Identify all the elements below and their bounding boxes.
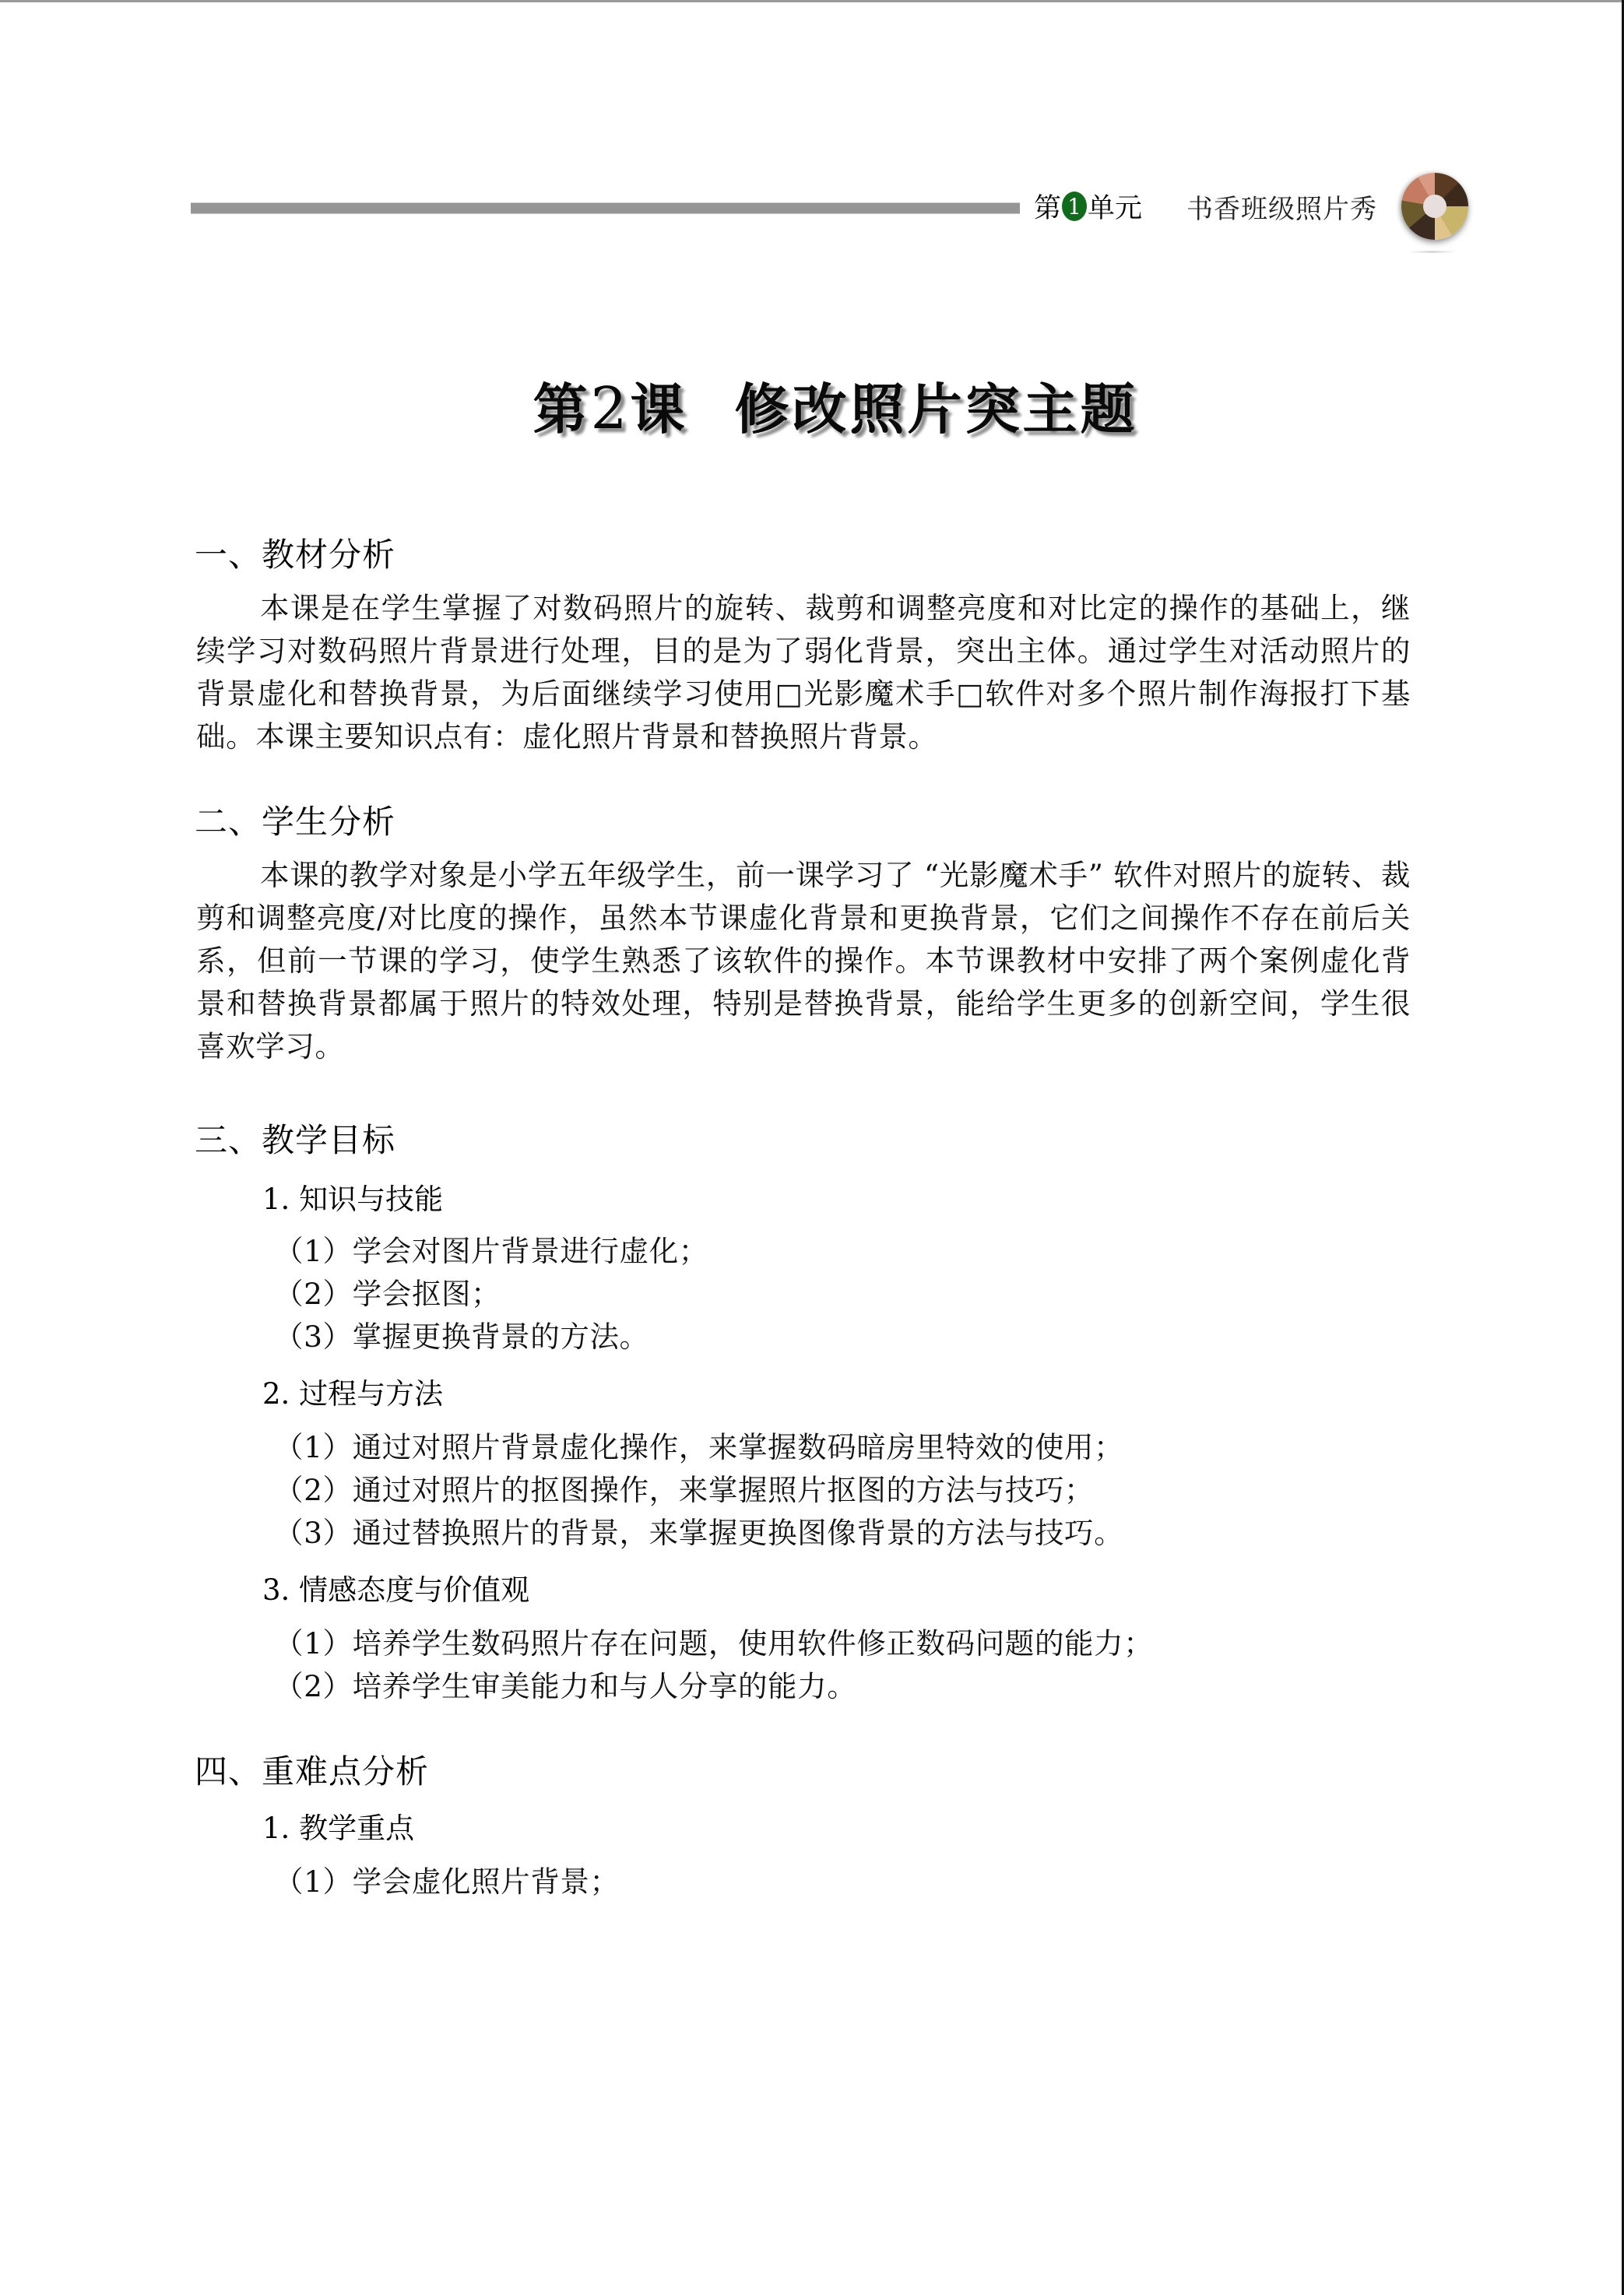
lesson-title-text: 修改照片突主题 (734, 378, 1138, 441)
attitude-values-list (274, 1622, 1153, 1708)
list-item: （3）通过替换照片的背景，来掌握更换图像背景的方法与技巧。 (274, 1516, 1124, 1550)
list-item: （3）掌握更换背景的方法。 (274, 1320, 649, 1354)
process-method-list (274, 1426, 1123, 1555)
disc-icon (1401, 173, 1468, 240)
knowledge-skills-list (274, 1230, 708, 1358)
sub-heading-process-method (262, 1370, 443, 1412)
section-heading-student-analysis: 二、学生分析 (195, 803, 396, 841)
list-item: （1）通过对照片背景虚化操作，来掌握数码暗房里特效的使用； (274, 1430, 1124, 1464)
unit-suffix: 单元 (1088, 193, 1143, 224)
lesson-prefix: 第 (533, 378, 591, 441)
lesson-number: 2 (590, 375, 631, 442)
list-item: （1）学会虚化照片背景； (274, 1864, 620, 1899)
section-heading-key-difficulties: 四、重难点分析 (195, 1752, 430, 1791)
section-paragraph-student-analysis: 本课的教学对象是小学五年级学生，前一课学习了 “光影魔术手” 软件对照片的旋转、裁剪和调整亮度/对比度的操作，虽然本节课虚化背景和更换背景，它们之间操作不存在前后关系，但前一节课的学习，使学生熟悉了该软件的操作。本节课教材中安排了两个案例虚化背景和替换背景都属于照片的特效处理，特别是替换背景，能给学生更多的创新空间，学生很喜欢学习。 (196, 858, 1411, 1063)
sub-heading-title: 情感态度与价值观 (299, 1573, 530, 1607)
sub-heading-index: 1. (262, 1183, 290, 1216)
page-title (0, 366, 1624, 445)
sub-heading-index: 3. (262, 1573, 290, 1607)
sub-heading-title: 过程与方法 (299, 1377, 444, 1411)
list-item: （2）通过对照片的抠图操作，来掌握照片抠图的方法与技巧； (274, 1473, 1095, 1507)
unit-number-badge: 1 (1062, 192, 1087, 221)
disc-reflection (1409, 251, 1456, 253)
list-item: （2）学会抠图； (274, 1277, 501, 1311)
sub-heading-title: 教学重点 (299, 1812, 415, 1845)
teaching-focus-list (274, 1861, 620, 1903)
unit-prefix: 第 (1034, 193, 1062, 224)
lesson-suffix: 课 (630, 378, 688, 441)
list-item: （1）学会对图片背景进行虚化； (274, 1234, 708, 1268)
sub-heading-teaching-focus (262, 1805, 414, 1847)
list-item: （1）培养学生数码照片存在问题，使用软件修正数码问题的能力； (274, 1626, 1154, 1661)
section-heading-teaching-goals: 三、教学目标 (195, 1121, 396, 1159)
sub-heading-attitude-values (262, 1566, 529, 1608)
page-top-edge (0, 0, 1624, 2)
sub-heading-title: 知识与技能 (299, 1183, 444, 1216)
sub-heading-index: 2. (262, 1377, 290, 1411)
section-paragraph-material-analysis: 本课是在学生掌握了对数码照片的旋转、裁剪和调整亮度和对比定的操作的基础上，继续学习对数码照片背景进行处理，目的是为了弱化背景，突出主体。通过学生对活动照片的背景虚化和替换背景，为后面继续学习使用□光影魔术手□软件对多个照片制作海报打下基础。本课主要知识点有：虚化照片背景和替换照片背景。 (196, 591, 1411, 754)
section-heading-material-analysis: 一、教材分析 (195, 536, 396, 574)
unit-label (1034, 187, 1142, 226)
disc-hole (1423, 195, 1446, 218)
list-item: （2）培养学生审美能力和与人分享的能力。 (274, 1669, 857, 1703)
sub-heading-knowledge-skills (262, 1176, 443, 1218)
sub-heading-index: 1. (262, 1812, 290, 1845)
book-title: 书香班级照片秀 (1186, 193, 1377, 225)
header-rule (191, 202, 1020, 214)
